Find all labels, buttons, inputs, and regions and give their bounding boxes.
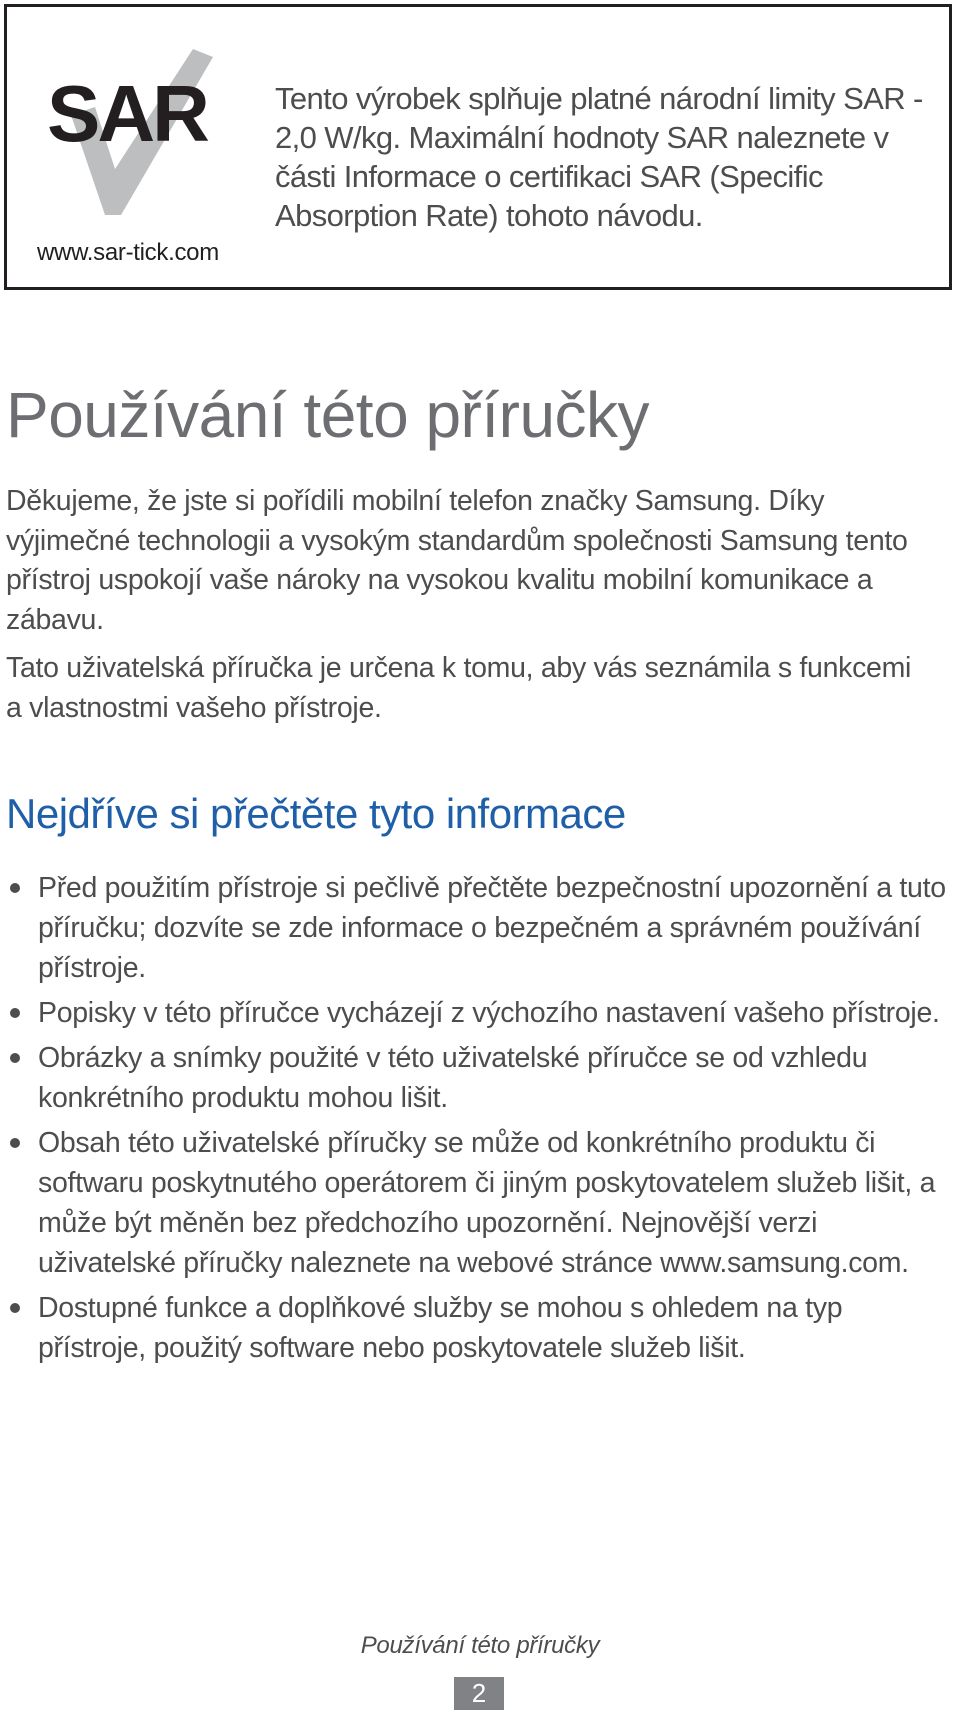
sar-notice-box [4,4,952,290]
page-number: 2 [454,1677,504,1710]
sar-tick-logo [43,37,263,217]
bullet-icon [10,1138,20,1148]
bullet-icon [10,1303,20,1313]
bullet-icon [10,1053,20,1063]
list-item-text: Obsah této uživatelské příručky se může od konkrétního produktu či softwaru poskytnutého operátorem či jiným poskytovatelem služeb lišit, a může být měněn bez předchozího upozornění. Nejnovější verzi uživatelské příručky naleznete na webové stránce www.samsung.com. [38,1127,936,1279]
list-item [6,993,956,1033]
intro-paragraph: Děkujeme, že jste si pořídili mobilní telefon značky Samsung. Díky výjimečné technologii a vysokým standardům společnosti Samsung tento přístroj uspokojí vaše nároky na vysokou kvalitu mobilní komunikace a zábavu. [6,485,908,636]
list-item-text: Před použitím přístroje si pečlivě přečtěte bezpečnostní upozornění a tuto příručku; dozvíte se zde informace o bezpečném a správném používání přístroje. [38,872,946,984]
section-title: Nejdříve si přečtěte tyto informace [6,790,626,837]
list-item-text: Obrázky a snímky použité v této uživatelské příručce se od vzhledu konkrétního produktu mohou lišit. [38,1042,868,1114]
sar-logo-text: SAR [47,69,207,158]
list-item-text: Popisky v této příručce vycházejí z výchozího nastavení vašeho přístroje. [38,997,940,1029]
list-item [6,868,956,988]
list-item-text: Dostupné funkce a doplňkové služby se mohou s ohledem na typ přístroje, použitý software nebo poskytovatele služeb lišit. [38,1292,843,1364]
sar-tick-icon [43,37,263,217]
intro-text [6,482,926,737]
sar-url: www.sar-tick.com [37,239,219,266]
list-item [6,1288,956,1368]
page-title: Používání této příručky [6,379,650,451]
intro-paragraph: Tato uživatelská příručka je určena k tomu, aby vás seznámila s funkcemi a vlastnostmi vašeho přístroje. [6,652,912,724]
bullet-icon [10,883,20,893]
bullet-icon [10,1008,20,1018]
footer-title: Používání této příručky [360,1632,600,1659]
sar-notice-text: Tento výrobek splňuje platné národní limity SAR - 2,0 W/kg. Maximální hodnoty SAR naleznete v části Informace o certifikaci SAR (Specific Absorption Rate) tohoto návodu. [275,81,923,233]
bullet-list [6,868,956,1373]
list-item [6,1123,956,1283]
list-item [6,1038,956,1118]
